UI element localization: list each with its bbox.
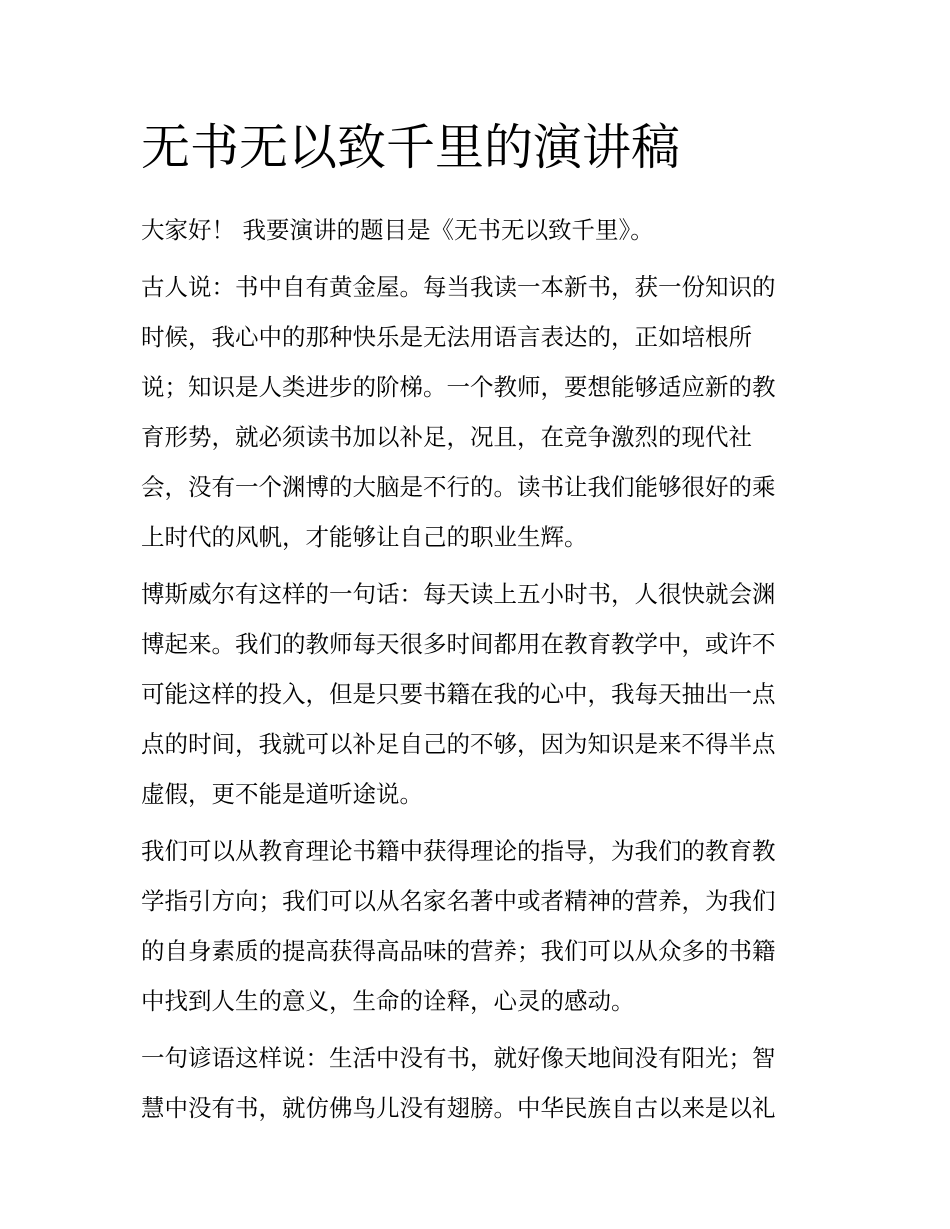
document-title: 无书无以致千里的演讲稿 [141,119,681,176]
paragraph-golden-house [141,262,813,562]
text-line: 可能这样的投入，但是只要书籍在我的心中，我每天抽出一点 [141,680,776,708]
text-line: 我们可以从教育理论书籍中获得理论的指导，为我们的教育教 [141,837,776,865]
text-line: 上时代的风帆，才能够让自己的职业生辉。 [141,523,588,551]
text-line: 育形势，就必须读书加以补足，况且，在竞争激烈的现代社 [141,423,752,451]
paragraph-boswell [141,569,813,819]
text-line: 古人说：书中自有黄金屋。每当我读一本新书，获一份知识的 [141,273,776,301]
text-line: 中找到人生的意义，生命的诠释，心灵的感动。 [141,987,635,1015]
text-line: 学指引方向；我们可以从名家名著中或者精神的营养，为我们 [141,887,776,915]
text-line: 博起来。我们的教师每天很多时间都用在教育教学中，或许不 [141,630,776,658]
paragraph-greeting [141,205,813,255]
paragraph-theory-books [141,826,813,1026]
text-line: 博斯威尔有这样的一句话：每天读上五小时书，人很快就会渊 [141,580,776,608]
text-line: 时候，我心中的那种快乐是无法用语言表达的，正如培根所 [141,323,752,351]
text-line: 虚假，更不能是道听途说。 [141,780,423,808]
text-line: 一句谚语这样说：生活中没有书，就好像天地间没有阳光；智 [141,1044,776,1072]
document-body [141,117,813,1140]
text-line: 说；知识是人类进步的阶梯。一个教师，要想能够适应新的教 [141,373,776,401]
paragraph-proverb [141,1033,813,1133]
text-line: 慧中没有书，就仿佛鸟儿没有翅膀。中华民族自古以来是以礼 [141,1094,776,1122]
text-line: 点的时间，我就可以补足自己的不够，因为知识是来不得半点 [141,730,776,758]
text-line: 的自身素质的提高获得高品味的营养；我们可以从众多的书籍 [141,937,776,965]
text-line: 大家好！ 我要演讲的题目是《无书无以致千里》。 [141,216,654,244]
text-line: 会，没有一个渊博的大脑是不行的。读书让我们能够很好的乘 [141,473,776,501]
